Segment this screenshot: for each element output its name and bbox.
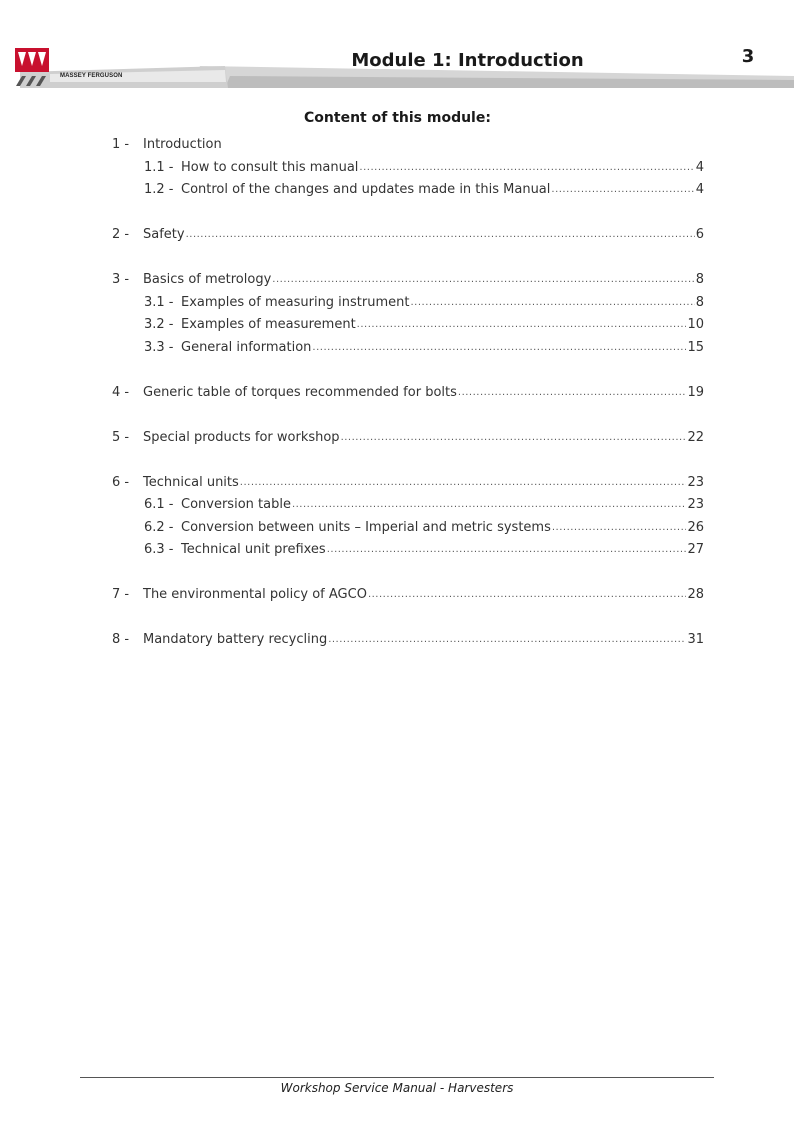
toc-entry-number: 4 - [112, 384, 130, 400]
toc-entry[interactable] [112, 382, 704, 405]
toc-entry-title: Mandatory battery recycling [143, 632, 328, 647]
toc-title: Content of this module: [304, 110, 491, 126]
toc-entry-title: Control of the changes and updates made in this Manual [181, 182, 551, 197]
toc-subentry[interactable] [112, 314, 704, 337]
dot-leader [368, 583, 687, 607]
toc-entry-page: 26 [687, 519, 704, 535]
dot-leader [552, 516, 687, 540]
toc-entry[interactable] [112, 134, 704, 157]
dot-leader [312, 336, 686, 360]
table-of-contents [112, 134, 704, 652]
toc-entry-page: 28 [687, 587, 704, 602]
toc-entry-number: 3 - [112, 272, 130, 287]
toc-entry-number: 3.2 - [144, 317, 174, 332]
toc-entry-number: 6.3 - [144, 542, 174, 557]
dot-leader [186, 223, 695, 247]
dot-leader [458, 381, 687, 405]
toc-entry[interactable] [112, 584, 704, 607]
toc-entry-page: 10 [687, 317, 704, 332]
toc-entry-title: General information [181, 339, 312, 355]
toc-entry-title: Basics of metrology [143, 272, 272, 287]
brand-name: MASSEY FERGUSON [60, 73, 123, 79]
toc-entry-title: Examples of measurement [181, 317, 356, 332]
toc-entry-title: Introduction [143, 137, 222, 152]
toc-entry-number: 7 - [112, 587, 130, 602]
toc-entry-title: The environmental policy of AGCO [143, 587, 367, 602]
dot-leader [240, 471, 687, 495]
dot-leader [292, 493, 687, 517]
toc-entry[interactable] [112, 269, 704, 292]
toc-entry-page: 22 [687, 429, 704, 445]
toc-entry-page: 15 [687, 339, 704, 355]
dot-leader [411, 291, 695, 315]
toc-entry-page: 31 [687, 632, 704, 647]
toc-entry-title: Conversion table [181, 497, 291, 512]
toc-entry-title: Generic table of torques recommended for bolts [143, 384, 457, 400]
toc-subentry[interactable] [112, 539, 704, 562]
toc-entry-number: 1.1 - [144, 159, 174, 175]
toc-entry-title: Examples of measuring instrument [181, 294, 410, 310]
toc-entry-page: 23 [687, 497, 704, 512]
toc-entry-title: How to consult this manual [181, 159, 359, 175]
footer-divider [80, 1077, 714, 1078]
toc-entry-number: 3.1 - [144, 294, 174, 310]
dot-leader [551, 178, 694, 202]
toc-entry-page: 8 [695, 294, 704, 310]
toc-entry-number: 1.2 - [144, 182, 174, 197]
toc-entry[interactable] [112, 427, 704, 450]
toc-entry[interactable] [112, 629, 704, 652]
toc-entry-page: 8 [695, 272, 704, 287]
toc-entry-title: Safety [143, 227, 185, 242]
toc-entry-title: Special products for workshop [143, 429, 340, 445]
toc-entry-page: 6 [695, 227, 704, 242]
dot-leader [359, 156, 694, 180]
toc-entry-title: Technical unit prefixes [181, 542, 326, 557]
toc-subentry[interactable] [112, 517, 704, 540]
module-title: Module 1: Introduction [351, 50, 584, 71]
toc-entry-page: 4 [695, 182, 704, 197]
toc-entry-number: 8 - [112, 632, 130, 647]
toc-entry[interactable] [112, 224, 704, 247]
toc-entry[interactable] [112, 472, 704, 495]
toc-subentry[interactable] [112, 337, 704, 360]
toc-entry-page: 23 [687, 474, 704, 490]
toc-entry-page: 19 [687, 384, 704, 400]
toc-entry-page: 4 [695, 159, 704, 175]
dot-leader [357, 313, 687, 337]
dot-leader [272, 268, 694, 292]
toc-subentry[interactable] [112, 179, 704, 202]
toc-subentry[interactable] [112, 292, 704, 315]
toc-subentry[interactable] [112, 494, 704, 517]
dot-leader [328, 628, 686, 652]
toc-entry-page: 27 [687, 542, 704, 557]
toc-subentry[interactable] [112, 157, 704, 180]
toc-entry-number: 6.2 - [144, 519, 174, 535]
massey-ferguson-logo-icon [15, 48, 49, 72]
toc-entry-number: 5 - [112, 429, 130, 445]
toc-entry-title: Conversion between units – Imperial and metric systems [181, 519, 551, 535]
toc-entry-number: 1 - [112, 137, 130, 152]
page-number: 3 [741, 46, 755, 67]
dot-leader [341, 426, 687, 450]
toc-entry-number: 6 - [112, 474, 130, 490]
toc-entry-title: Technical units [143, 474, 239, 490]
toc-entry-number: 3.3 - [144, 339, 174, 355]
dot-leader [327, 538, 687, 562]
toc-entry-number: 2 - [112, 227, 130, 242]
footer-text: Workshop Service Manual - Harvesters [280, 1081, 514, 1095]
toc-entry-number: 6.1 - [144, 497, 174, 512]
